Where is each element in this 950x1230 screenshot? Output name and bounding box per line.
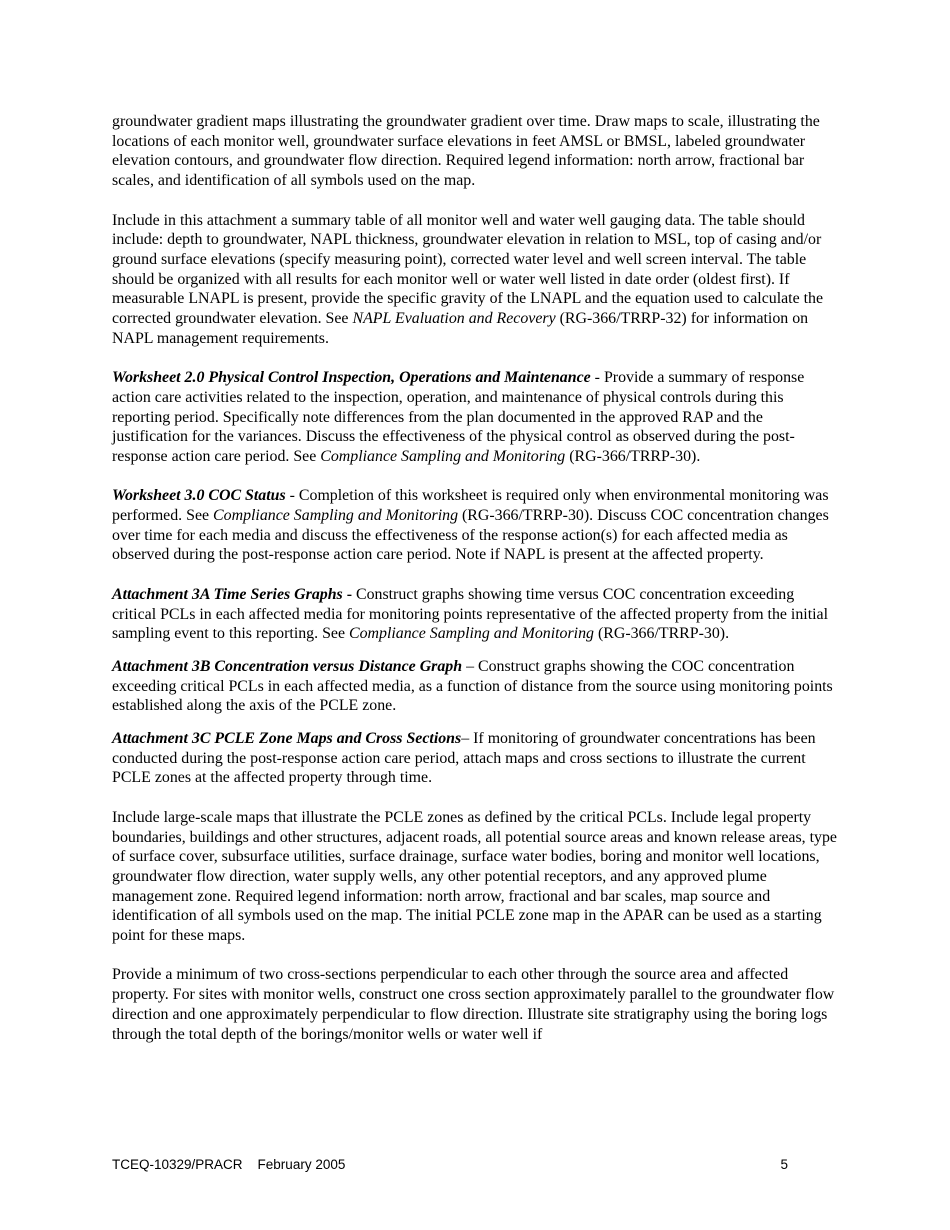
section-attachment-3a: Attachment 3A Time Series Graphs - Construct graphs showing time versus COC concentration exceeding critical PCLs in each affected media for monitoring points representative of the affected property from the initial sampling event to this reporting. See Compliance Sampling and Monitoring (RG-366/TRRP-30). (112, 585, 829, 643)
section-heading: Worksheet 2.0 Physical Control Inspection, Operations and Maintenance (112, 369, 591, 387)
paragraph-summary-table: Include in this attachment a summary table of all monitor well and water well gauging data. The table should include: depth to groundwater, NAPL thickness, groundwater elevation in relation to MSL, top of casing and/or ground surface elevations (specify measuring point), corrected water level and well screen interval. The table should be organized with all results for each monitor well or water well listed in date order (oldest first). If measurable LNAPL is present, provide the specific gravity of the LNAPL and the equation used to calculate the corrected groundwater elevation. See NAPL Evaluation and Recovery (RG-366/TRRP-32) for information on NAPL management requirements. (112, 211, 824, 347)
reference-title: Compliance Sampling and Monitoring (349, 625, 594, 643)
section-heading: Attachment 3A Time Series Graphs (112, 585, 343, 603)
section-worksheet-3: Worksheet 3.0 COC Status - Completion of this worksheet is required only when environmental monitoring was performed. See Compliance Sampling and Monitoring (RG-366/TRRP-30). Discuss COC concentration changes over time for each media and discuss the effectiveness of the response action(s) for each affected media as observed during the post-response action care period. Note if NAPL is present at the affected property. (112, 487, 829, 564)
section-worksheet-2: Worksheet 2.0 Physical Control Inspection, Operations and Maintenance - Provide a summary of response action care activities related to the inspection, operation, and maintenance of physical controls during this reporting period. Specifically note differences from the plan documented in the approved RAP and the justification for the variances. Discuss the effectiveness of the physical control as observed during the post-response action care period. See Compliance Sampling and Monitoring (RG-366/TRRP-30). (112, 369, 805, 465)
paragraph-gradient-maps: groundwater gradient maps illustrating the groundwater gradient over time. Draw maps to scale, illustrating the locations of each monitor well, groundwater surface elevations in feet AMSL or BMSL, labeled groundwater elevation contours, and groundwater flow direction. Required legend information: north arrow, fractional bar scales, and identification of all symbols used on the map. (112, 113, 820, 190)
section-heading: Attachment 3C PCLE Zone Maps and Cross Sections (112, 730, 462, 748)
section-heading: Attachment 3B Concentration versus Distance Graph (112, 657, 463, 675)
document-body (112, 112, 838, 1064)
footer-doc-id: TCEQ-10329/PRACR February 2005 (112, 1157, 346, 1172)
section-heading: Worksheet 3.0 COC Status (112, 487, 286, 505)
paragraph-cross-sections: Provide a minimum of two cross-sections perpendicular to each other through the source area and affected property. For sites with monitor wells, construct one cross section approximately parallel to the groundwater flow direction and one approximately perpendicular to flow direction. Illustrate site stratigraphy using the boring logs through the total depth of the borings/monitor wells or water well if (112, 966, 835, 1043)
page-number: 5 (780, 1157, 788, 1172)
section-attachment-3c: Attachment 3C PCLE Zone Maps and Cross Sections– If monitoring of groundwater concentrations has been conducted during the post-response action care period, attach maps and cross sections to illustrate the current PCLE zones at the affected property through time. (112, 730, 816, 787)
section-attachment-3b: Attachment 3B Concentration versus Distance Graph – Construct graphs showing the COC concentration exceeding critical PCLs in each affected media, as a function of distance from the source using monitoring points established along the axis of the PCLE zone. (112, 657, 833, 715)
reference-title: Compliance Sampling and Monitoring (320, 447, 566, 465)
paragraph-pcle-maps: Include large-scale maps that illustrate the PCLE zones as defined by the critical PCLs. Include legal property boundaries, buildings and other structures, adjacent roads, all potential source areas and known release areas, type of surface cover, subsurface utilities, surface drainage, surface water bodies, boring and monitor well locations, groundwater flow direction, water supply wells, any other potential receptors, and any approved plume management zone. Required legend information: north arrow, fractional and bar scales, map source and identification of all symbols used on the map. The initial PCLE zone map in the APAR can be used as a starting point for these maps. (112, 808, 837, 945)
page-footer (112, 1157, 788, 1172)
reference-title: NAPL Evaluation and Recovery (352, 310, 556, 328)
reference-title: Compliance Sampling and Monitoring (213, 507, 459, 525)
